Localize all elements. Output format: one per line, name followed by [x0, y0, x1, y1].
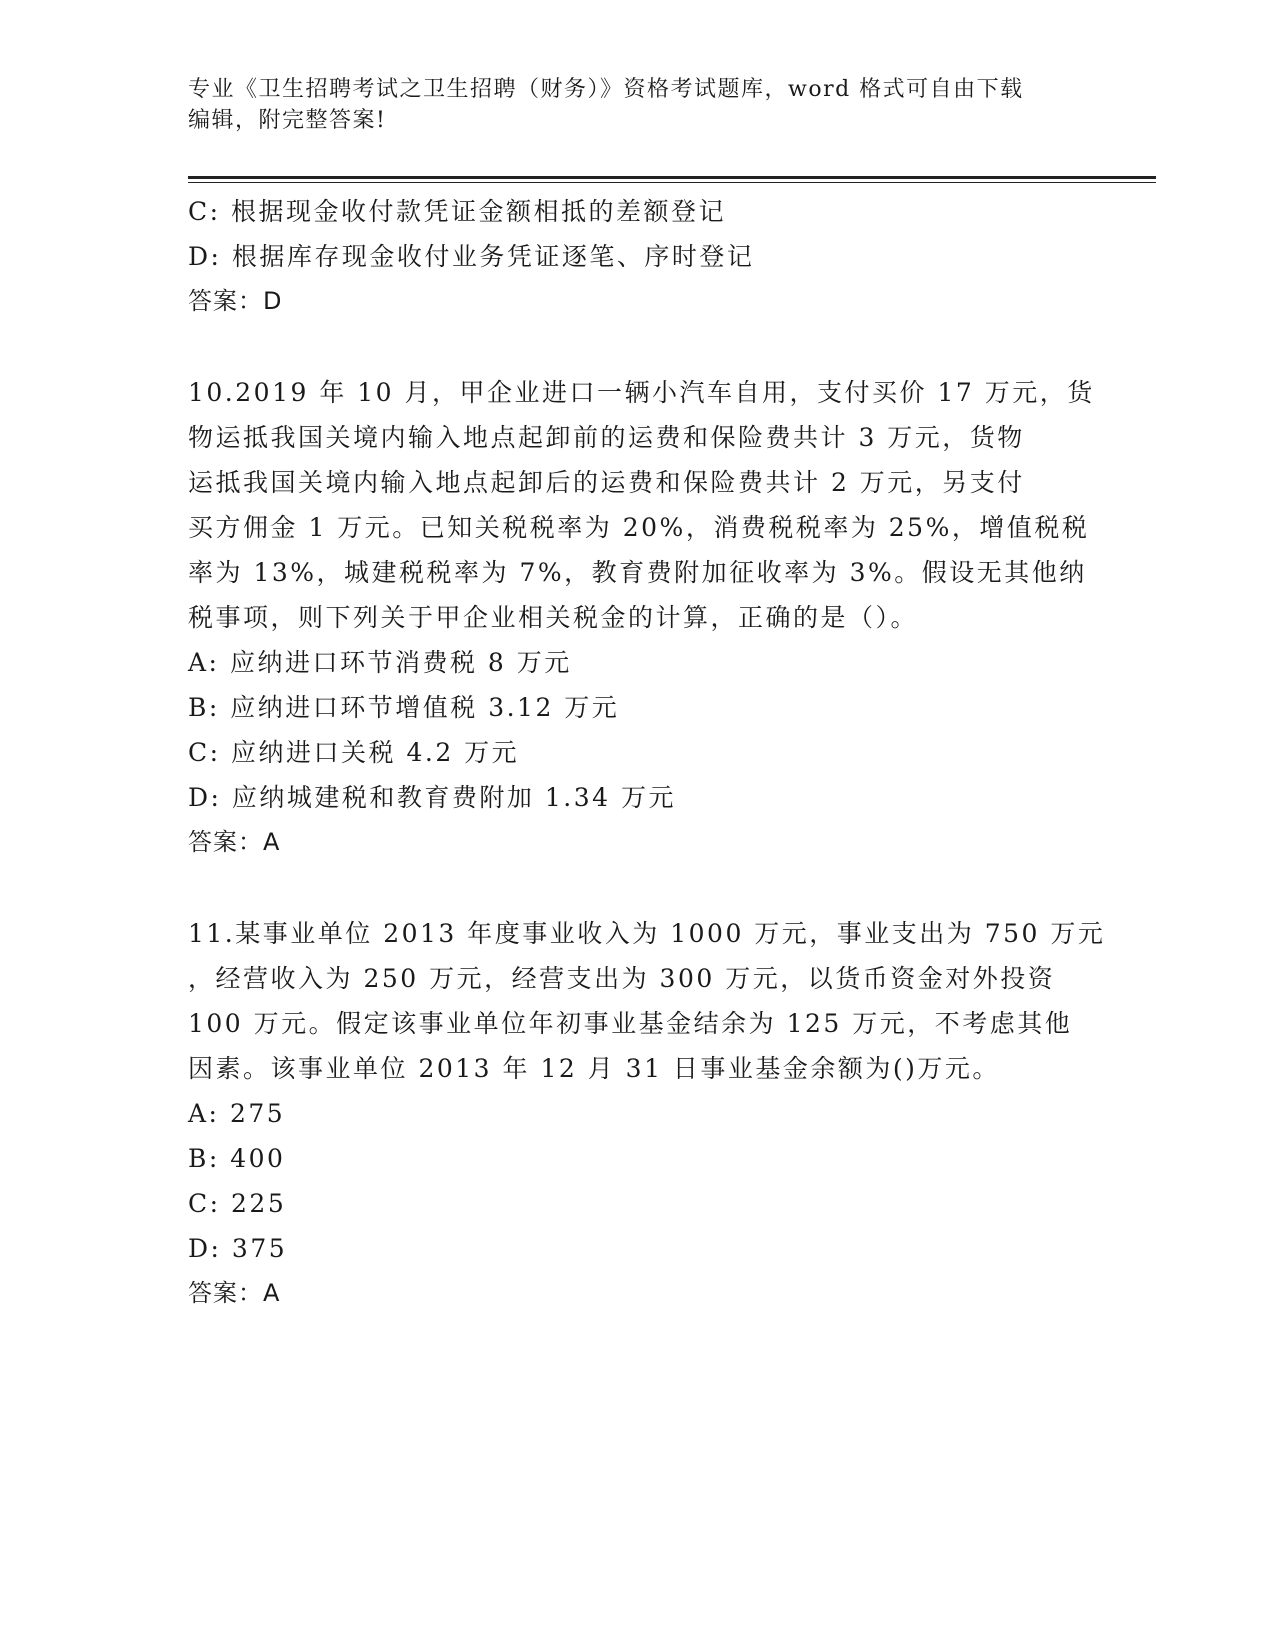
option-text: 根据库存现金收付业务凭证逐笔、序时登记 — [231, 242, 755, 271]
option-b — [188, 1136, 1088, 1181]
spacer — [188, 324, 1088, 370]
header-divider-thin — [188, 182, 1156, 183]
option-text: 275 — [229, 1099, 286, 1128]
question-10 — [188, 370, 1095, 865]
question-9-tail — [188, 189, 1088, 324]
option-c — [188, 189, 1088, 234]
option-prefix: D: — [188, 242, 222, 271]
page-header — [188, 74, 1068, 136]
stem-line: 因素。该事业单位 2013 年 12 月 31 日事业基金余额为()万元。 — [188, 1054, 1000, 1083]
stem-line: ，经营收入为 250 万元，经营支出为 300 万元，以货币资金对外投资 — [188, 964, 1056, 993]
option-prefix: A: — [188, 1099, 220, 1128]
option-b — [188, 685, 1088, 730]
option-text: 应纳进口关税 4.2 万元 — [231, 738, 520, 767]
answer-line: 答案：A — [188, 1279, 281, 1307]
option-prefix: C: — [188, 1189, 221, 1218]
header-divider-thick — [188, 176, 1156, 179]
option-text: 应纳进口环节增值税 3.12 万元 — [230, 693, 620, 722]
option-prefix: C: — [188, 197, 221, 226]
option-prefix: B: — [188, 693, 220, 722]
stem-line: 10.2019 年 10 月，甲企业进口一辆小汽车自用，支付买价 17 万元，货 — [188, 378, 1095, 407]
option-c — [188, 1181, 1088, 1226]
option-a — [188, 1091, 1088, 1136]
option-text: 应纳城建税和教育费附加 1.34 万元 — [231, 783, 676, 812]
question-stem — [188, 370, 1095, 640]
option-a — [188, 640, 1088, 685]
stem-line: 税事项，则下列关于甲企业相关税金的计算，正确的是（）。 — [188, 603, 919, 632]
option-d — [188, 1226, 1088, 1271]
stem-line: 率为 13%，城建税税率为 7%，教育费附加征收率为 3%。假设无其他纳 — [188, 558, 1087, 587]
option-prefix: D: — [188, 1234, 222, 1263]
option-text: 375 — [231, 1234, 288, 1263]
stem-line: 买方佣金 1 万元。已知关税税率为 20%，消费税税率为 25%，增值税税 — [188, 513, 1090, 542]
option-prefix: C: — [188, 738, 221, 767]
answer-line: 答案：A — [188, 828, 281, 856]
option-text: 应纳进口环节消费税 8 万元 — [229, 648, 572, 677]
header-line: 编辑，附完整答案! — [188, 108, 387, 133]
question-11 — [188, 911, 1106, 1316]
option-text: 225 — [231, 1189, 287, 1218]
question-content — [188, 189, 1106, 1316]
option-c — [188, 730, 1088, 775]
option-text: 根据现金收付款凭证金额相抵的差额登记 — [231, 197, 727, 226]
option-prefix: D: — [188, 783, 222, 812]
option-text: 400 — [230, 1144, 286, 1173]
stem-line: 11.某事业单位 2013 年度事业收入为 1000 万元，事业支出为 750 万元 — [188, 919, 1106, 948]
stem-line: 物运抵我国关境内输入地点起卸前的运费和保险费共计 3 万元，货物 — [188, 423, 1025, 452]
stem-line: 100 万元。假定该事业单位年初事业基金结余为 125 万元，不考虑其他 — [188, 1009, 1073, 1038]
answer-line: 答案：D — [188, 287, 283, 315]
spacer — [188, 865, 1088, 911]
option-d — [188, 775, 1088, 820]
option-d — [188, 234, 1088, 279]
option-prefix: B: — [188, 1144, 220, 1173]
header-line: 专业《卫生招聘考试之卫生招聘（财务）》资格考试题库，word 格式可自由下载 — [188, 77, 1024, 102]
stem-line: 运抵我国关境内输入地点起卸后的运费和保险费共计 2 万元，另支付 — [188, 468, 1025, 497]
question-stem — [188, 911, 1106, 1091]
option-prefix: A: — [188, 648, 220, 677]
